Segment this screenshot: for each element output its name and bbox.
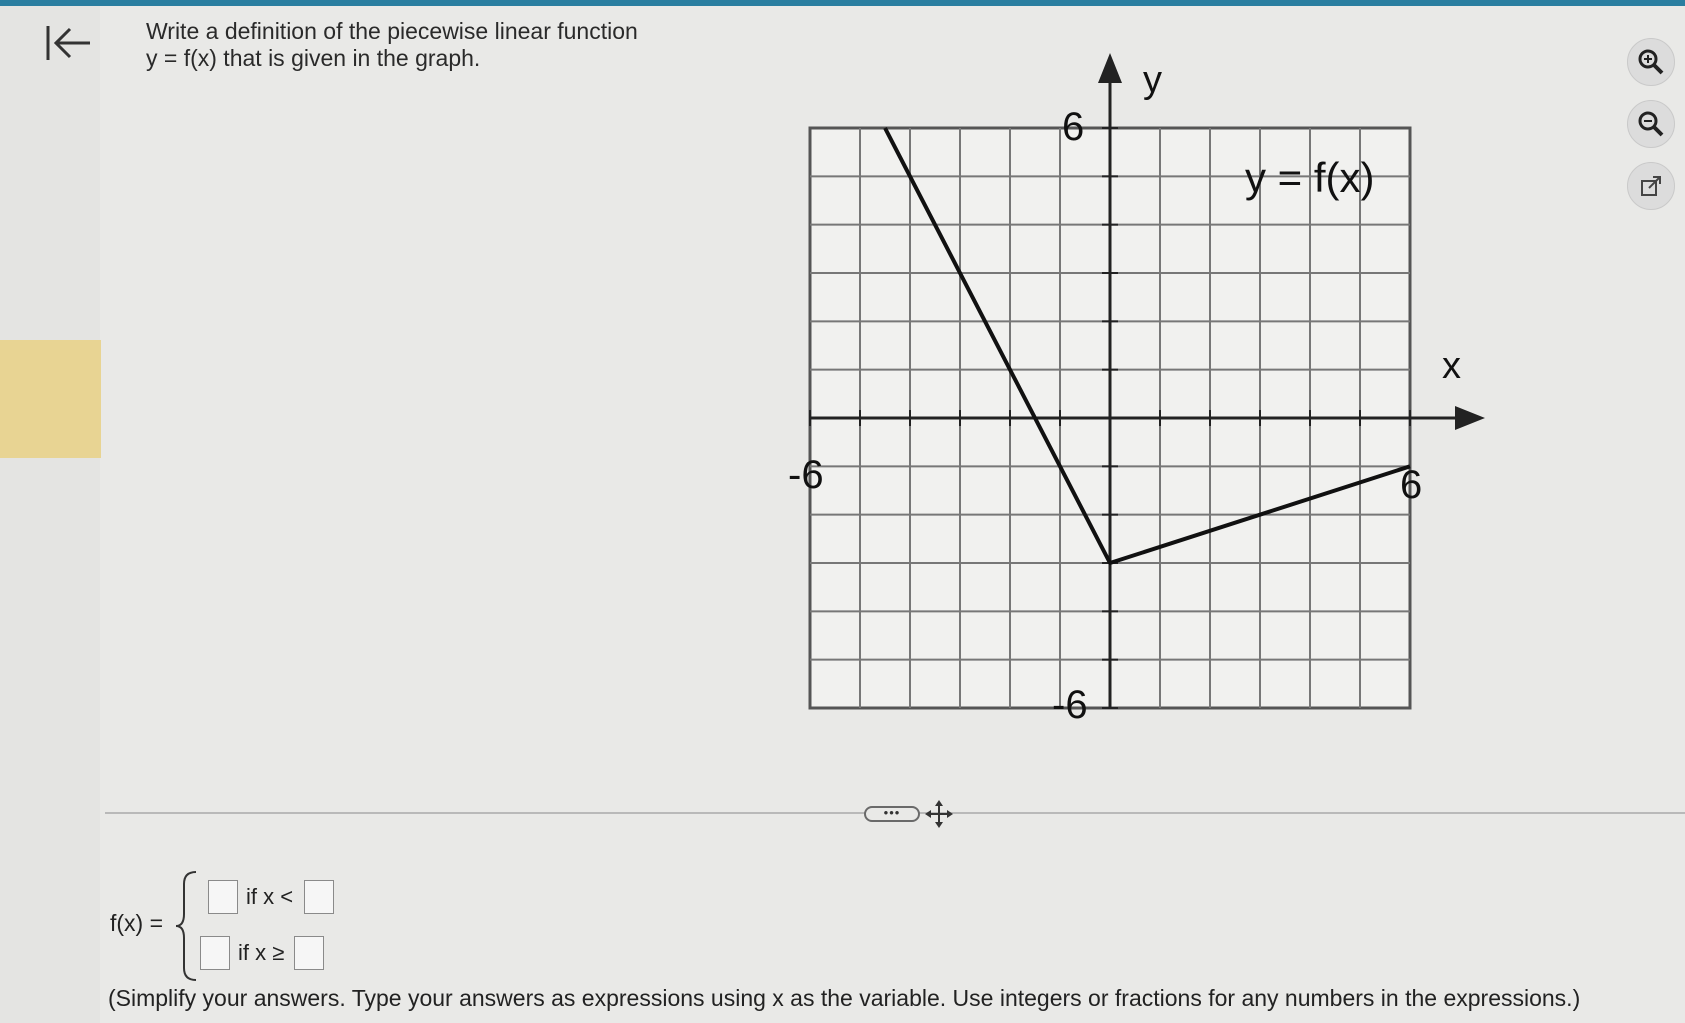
instructions-text: (Simplify your answers. Type your answers as expressions using x as the variable. Use integers or fractions for any numbers in the expressions.)	[108, 985, 1581, 1011]
question-line-1: Write a definition of the piecewise linear function	[146, 18, 638, 44]
function-graph	[780, 40, 1510, 740]
piece2-boundary-input[interactable]	[294, 936, 324, 970]
zoom-in-button[interactable]	[1627, 38, 1675, 86]
question-text	[146, 18, 686, 72]
piece1-condition-label: if x <	[246, 884, 294, 909]
y-axis-arrow	[1098, 53, 1122, 83]
tick-label-y-neg: -6	[1052, 683, 1088, 727]
tick-label-x-pos: 6	[1400, 463, 1423, 507]
sidebar-highlight	[0, 340, 101, 458]
zoom-in-icon	[1636, 47, 1666, 77]
piece2-condition-label: if x ≥	[238, 940, 285, 965]
left-sidebar	[0, 6, 100, 1023]
y-axis-label: y	[1143, 59, 1162, 101]
zoom-out-icon	[1636, 109, 1666, 139]
function-lhs: f(x) =	[110, 910, 164, 936]
piece1-boundary-input[interactable]	[304, 880, 334, 914]
resize-handle[interactable]: •••	[864, 806, 920, 822]
piece2-expression-input[interactable]	[200, 936, 230, 970]
move-icon[interactable]	[924, 799, 954, 829]
piece1-expression-input[interactable]	[208, 880, 238, 914]
zoom-out-button[interactable]	[1627, 100, 1675, 148]
curve-label: y = f(x)	[1245, 154, 1375, 201]
x-axis-arrow	[1455, 406, 1485, 430]
external-link-icon	[1638, 173, 1664, 199]
collapse-left-icon[interactable]	[38, 20, 98, 72]
piecewise-brace	[174, 870, 200, 982]
x-axis-label: x	[1442, 345, 1461, 387]
popout-button[interactable]	[1627, 162, 1675, 210]
tick-label-x-neg: -6	[788, 453, 824, 497]
tick-label-y-pos: 6	[1062, 105, 1085, 149]
top-accent-bar	[0, 0, 1685, 6]
question-line-2: y = f(x) that is given in the graph.	[146, 45, 481, 71]
